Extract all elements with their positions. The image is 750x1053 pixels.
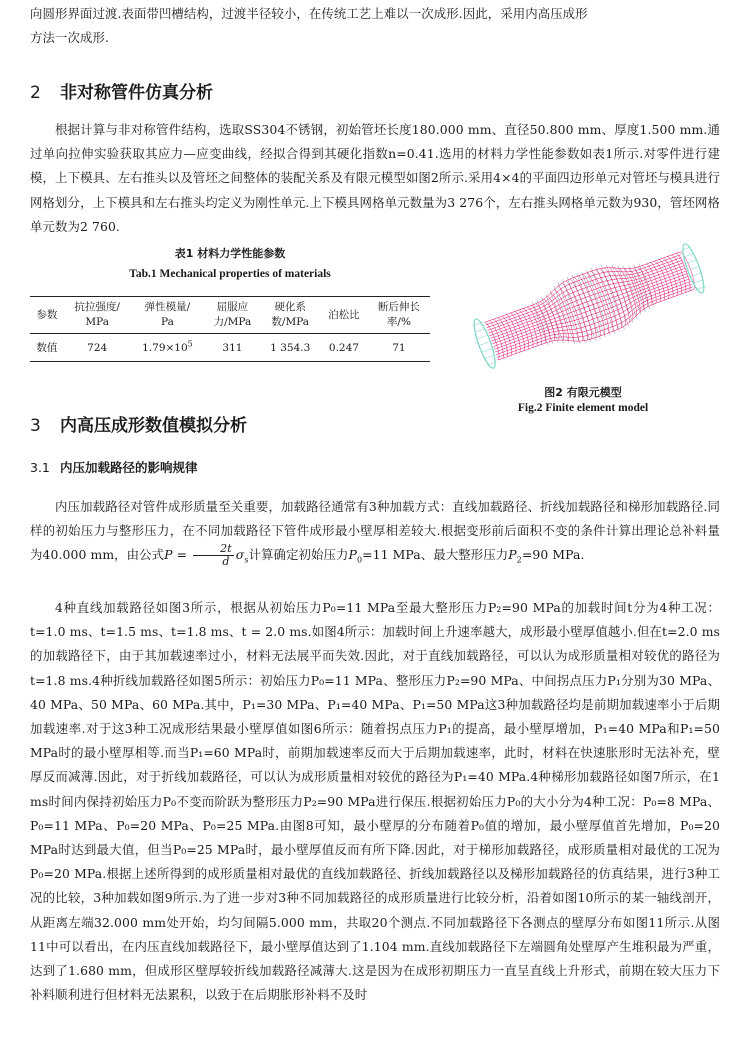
pusher-mesh-line — [684, 254, 693, 257]
header-line: MPa — [85, 316, 109, 328]
section-3-heading — [30, 411, 247, 436]
section-title: 内高压成形数值模拟分析 — [60, 416, 247, 436]
section-number: 3 — [30, 416, 41, 436]
section-2-paragraph: 根据计算与非对称管件结构，选取SS304不锈钢，初始管坯长度180.000 mm、直径50.800 mm、厚度1.500 mm.通过单向拉伸实验获取其应力—应变曲线，经拟合得到其硬化指数n=0.41.选用的材料力学性能参数如表1所示.对零件进行建模，上下模具、左右推头以及管坯之间整体的装配关系及有限元模型如图2所示.采用4×4的平面四边形单元对管坯与模具进行网格划分，上下模具和左右推头均定义为刚性单元.上下模具网格单元数量为3 276个，左右推头网格单元数为930，管坯网格单元数为2 760. — [30, 122, 720, 234]
cell-elongation: 71 — [368, 334, 430, 362]
pusher-mesh-line — [482, 348, 491, 351]
p0-subscript: 0 — [356, 555, 363, 565]
table-caption-en: Tab.1 Mechanical properties of materials — [129, 268, 331, 280]
table-header-cell — [320, 297, 368, 334]
finite-element-model-figure — [438, 228, 728, 378]
table-header-cell — [204, 297, 260, 334]
table-header-row — [30, 297, 430, 334]
cell-modulus — [131, 334, 205, 362]
para1-text-a: 内压加载路径对管件成形质量至关重要，加载路径通常有3种加载方式：直线加载路径、折线加载路径和梯形加载路径.同样的初始压力与整形压力，在不同加载路径下管件成形最小壁厚相差较大.根据变形前后面积不变的条件计算出理论总补料量为40.000 mm，由公式 — [30, 499, 720, 563]
pusher-mesh-line — [693, 280, 702, 283]
cell-yield: 311 — [204, 334, 260, 362]
intro-line-1: 向圆形界面过渡.表面带凹槽结构，过渡半径较小，在传统工艺上难以一次成形.因此，采用内高压成形 — [30, 6, 588, 21]
tube-mesh-longitudinal — [493, 276, 688, 346]
para1-text-d: =90 MPa. — [521, 547, 585, 563]
tube-mesh-longitudinal — [486, 255, 681, 325]
formula-equals: = — [172, 547, 192, 563]
tube-mesh-longitudinal — [489, 265, 684, 335]
fraction-denominator: d — [222, 555, 230, 569]
header-line: 力/MPa — [213, 316, 252, 328]
formula-sigma: σ — [235, 547, 245, 563]
header-line: 屈服应 — [216, 301, 249, 313]
intro-paragraph — [30, 2, 720, 50]
cell-hardening: 1 354.3 — [261, 334, 320, 362]
subsection-title: 内压加载路径的影响规律 — [60, 460, 198, 475]
table-row — [30, 334, 430, 362]
header-line: 泊松比 — [328, 308, 360, 321]
fraction-numerator: 2t — [193, 543, 234, 556]
header-line: 率/% — [386, 316, 411, 328]
loading-path-paragraph-1 — [30, 495, 720, 568]
finite-element-model-image — [438, 228, 728, 378]
subsection-3-1-heading — [30, 458, 198, 476]
header-line: 参数 — [36, 308, 58, 321]
section-2-heading — [30, 78, 213, 103]
cell-poisson: 0.247 — [320, 334, 368, 362]
para1-text-b: 计算确定初始压力 — [248, 547, 349, 563]
header-line: Pa — [161, 316, 174, 328]
cell-tensile: 724 — [64, 334, 131, 362]
table-header-cell — [64, 297, 131, 334]
header-line: 断后伸长 — [377, 301, 420, 313]
symbol-p0: P — [348, 547, 357, 563]
section-title: 非对称管件仿真分析 — [60, 83, 213, 103]
subsection-number: 3.1 — [30, 460, 50, 475]
para1-text-c: =11 MPa、最大整形压力 — [362, 547, 509, 563]
table-caption-zh: 表1 材料力学性能参数 — [174, 247, 286, 260]
header-line: 数/MPa — [271, 316, 310, 328]
tube-mesh-ring — [680, 252, 695, 290]
pusher-mesh-line — [485, 355, 494, 358]
pusher-mesh-line — [686, 260, 695, 263]
modulus-exponent: 5 — [187, 339, 193, 348]
table-header-cell — [261, 297, 320, 334]
table-header-cell — [368, 297, 430, 334]
pusher-mesh-line — [475, 329, 484, 332]
figure-caption-zh: 图2 有限元模型 — [544, 386, 622, 399]
formula-fraction — [193, 543, 234, 568]
row-label: 数值 — [30, 334, 64, 362]
loading-path-paragraph-2: 4种直线加载路径如图3所示，根据从初始压力P₀=11 MPa至最大整形压力P₂=90 MPa的加载时间t分为4种工况：t=1.0 ms、t=1.5 ms、t=1.8 ms、t = 2.0 ms.如图4所示：加载时间上升速率越大，成形最小壁厚值越小.但在t=2.0 ms的加载路径下，由于其加载速率过小，材料无法展平而失效.因此，对于直线加载路径，可以认为成形质量相对较优的路径为t=1.8 ms.4种折线加载路径如图5所示：初始压力P₀=11 MPa、整形压力P₂=90 MPa、中间拐点压力P₁分别为30 MPa、40 MPa、50 MPa、60 MPa.其中，P₁=30 MPa、P₁=40 MPa、P₁=50 MPa这3种加载路径均是前期加载速率小于后期加载速率.对于这3种工况成形结果最小壁厚值如图6所示：随着拐点压力P₁的提高，最小壁厚增加，P₁=40 MPa和P₁=50 MPa时的最小壁厚相等.而当P₁=60 MPa时，前期加载速率反而大于后期加载速率，此时，材料在快速胀形时无法补充，壁厚反而减薄.因此，对于折线加载路径，可以认为成形质量相对较优的路径为P₁=40 MPa.4种梯形加载路径如图7所示，在1 ms时间内保持初始压力P₀不变而阶跃为整形压力P₂=90 MPa进行保压.根据初始压力P₀的大小分为4种工况：P₀=8 MPa、P₀=11 MPa、P₀=20 MPa、P₀=25 MPa.由图8可知，最小壁厚的分布随着P₀值的增加，最小壁厚值首先增加，P₀=20 MPa时达到最大值，但当P₀=25 MPa时，最小壁厚值反而有所下降.因此，对于梯形加载路径，成形质量相对最优的工况为P₀=20 MPa.根据上述所得到的成形质量相对最优的直线加载路径、折线加载路径以及梯形加载路径的仿真结果，进行3种工况的比较，3种加载如图9所示.为了进一步对3种不同加载路径的成形质量进行比较分析，沿着如图10所示的某一轴线剖开，从距离左端32.000 mm处开始，均匀间隔5.000 mm，共取20个测点.不同加载路径下各测点的壁厚分布如图11所示.从图11中可以看出，在内压直线加载路径下，最小壁厚值达到了1.104 mm.直线加载路径下左端圆角处壁厚产生堆积最为严重，达到了1.680 mm，但成形区壁厚较折线加载路径减薄大.这是因为在成形初期压力一直呈直线上升形式，前期在较大压力下补料顺利进行但材料无法累积，以致于在后期胀形补料不及时 — [30, 600, 720, 1003]
table-header-cell — [30, 297, 64, 334]
modulus-base: 1.79×10 — [142, 341, 188, 354]
figure-caption-en: Fig.2 Finite element model — [517, 402, 649, 414]
header-line: 弹性模量/ — [144, 301, 191, 313]
section-number: 2 — [30, 83, 41, 103]
material-properties-table — [30, 296, 430, 362]
pusher-mesh-line — [478, 335, 487, 338]
sigma-subscript: s — [244, 555, 249, 565]
pusher-mesh-line — [480, 342, 489, 345]
formula-p: P — [164, 547, 173, 563]
header-line: 抗拉强度/ — [74, 301, 120, 313]
intro-line-2: 方法一次成形. — [30, 30, 109, 46]
p2-subscript: 2 — [516, 555, 522, 565]
table-header-cell — [131, 297, 205, 334]
symbol-p2: P — [508, 547, 517, 563]
header-line: 硬化系 — [274, 301, 306, 313]
